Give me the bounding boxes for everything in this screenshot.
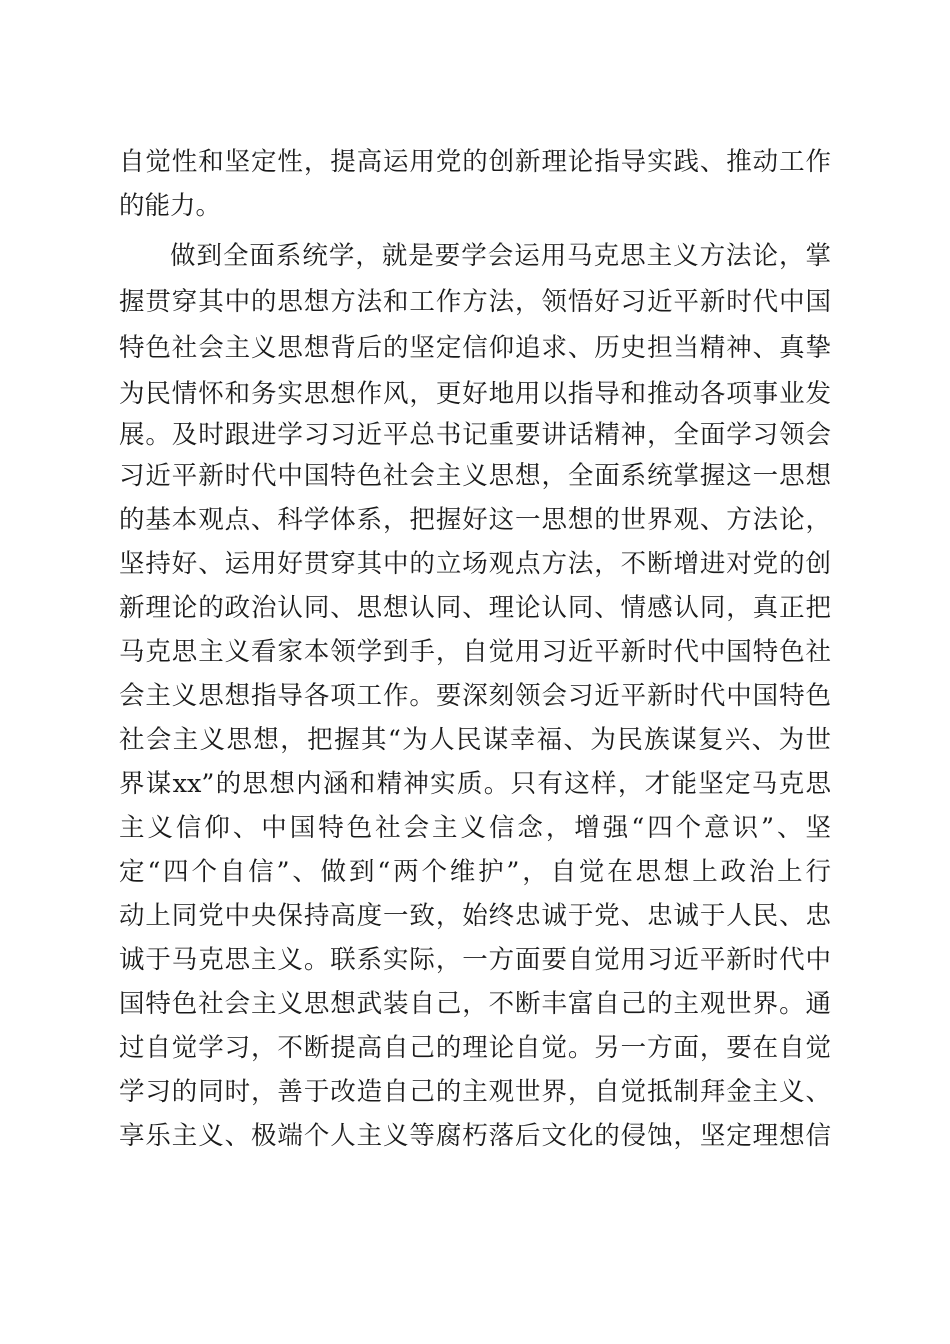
text-line: 享乐主义、极端个人主义等腐朽落后文化的侵蚀，坚定理想信 — [119, 1121, 831, 1151]
text-line: 自觉性和坚定性，提高运用党的创新理论指导实践、推动工作 — [119, 147, 831, 177]
text-line: 动上同党中央保持高度一致，始终忠诚于党、忠诚于人民、忠 — [119, 901, 831, 931]
text-line: 主义信仰、中国特色社会主义信念，增强“四个意识”、坚 — [119, 813, 831, 843]
text-line: 社会主义思想，把握其“为人民谋幸福、为民族谋复兴、为世 — [119, 725, 831, 755]
text-line: 定“四个自信”、做到“两个维护”，自觉在思想上政治上行 — [119, 857, 831, 887]
text-line: 的能力。 — [119, 191, 222, 221]
paragraph-first-line: 做到全面系统学，就是要学会运用马克思主义方法论，掌 — [170, 241, 831, 271]
text-line: 握贯穿其中的思想方法和工作方法，领悟好习近平新时代中国 — [119, 287, 831, 317]
text-line: 习近平新时代中国特色社会主义思想，全面系统掌握这一思想 — [119, 461, 831, 491]
text-line: 的基本观点、科学体系，把握好这一思想的世界观、方法论， — [119, 505, 831, 535]
text-line: 过自觉学习，不断提高自己的理论自觉。另一方面，要在自觉 — [119, 1033, 831, 1063]
text-line: 界谋xx”的思想内涵和精神实质。只有这样，才能坚定马克思 — [119, 769, 831, 799]
text-line: 坚持好、运用好贯穿其中的立场观点方法，不断增进对党的创 — [119, 549, 831, 579]
text-line: 为民情怀和务实思想作风，更好地用以指导和推动各项事业发 — [119, 379, 831, 409]
text-line: 国特色社会主义思想武装自己，不断丰富自己的主观世界。通 — [119, 989, 831, 1019]
text-line: 会主义思想指导各项工作。要深刻领会习近平新时代中国特色 — [119, 681, 831, 711]
text-line: 新理论的政治认同、思想认同、理论认同、情感认同，真正把 — [119, 593, 831, 623]
text-line: 学习的同时，善于改造自己的主观世界，自觉抵制拜金主义、 — [119, 1077, 831, 1107]
text-line: 马克思主义看家本领学到手，自觉用习近平新时代中国特色社 — [119, 637, 831, 667]
text-line: 展。及时跟进学习习近平总书记重要讲话精神，全面学习领会 — [119, 420, 831, 450]
text-line: 诚于马克思主义。联系实际，一方面要自觉用习近平新时代中 — [119, 945, 831, 975]
text-line: 特色社会主义思想背后的坚定信仰追求、历史担当精神、真挚 — [119, 333, 831, 363]
